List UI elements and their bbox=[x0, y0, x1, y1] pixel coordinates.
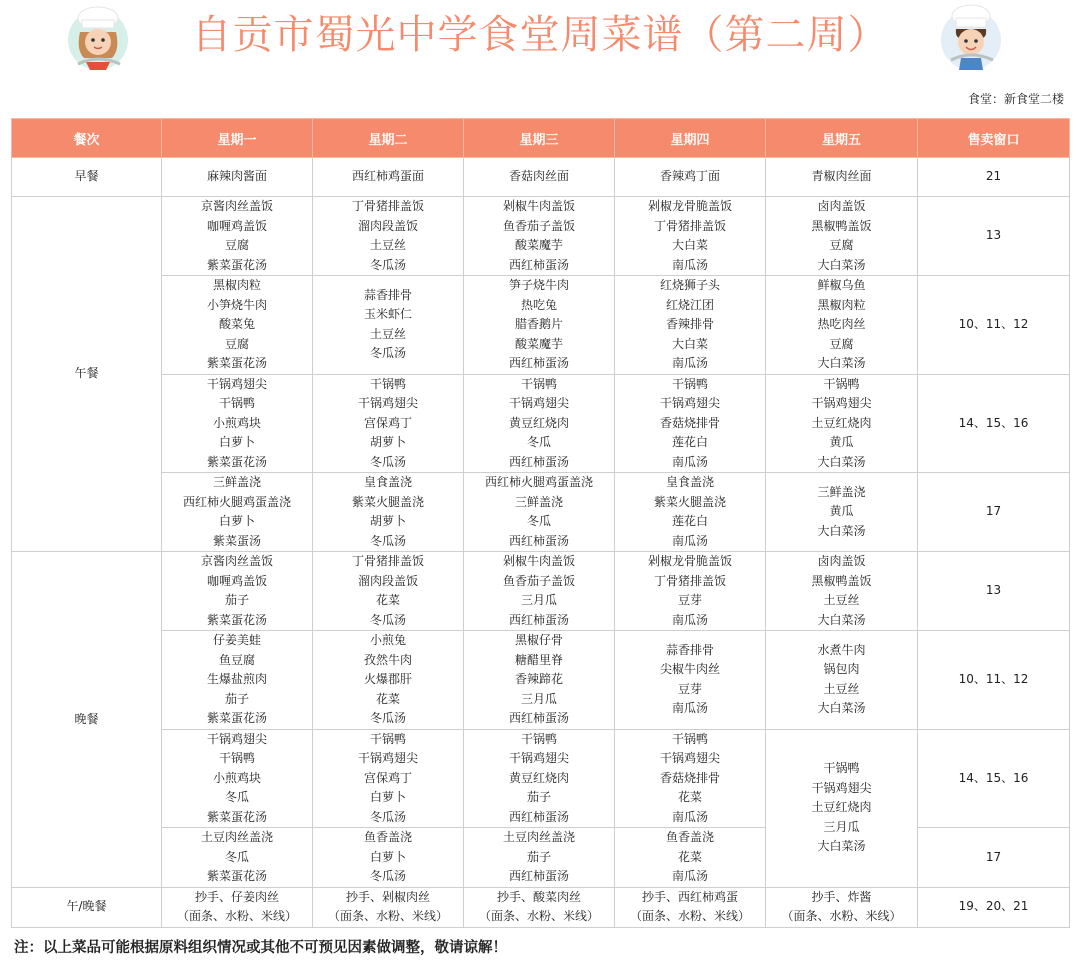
dish-item: 香辣鸡丁面 bbox=[659, 169, 720, 184]
dish-item: 黑椒仔骨 bbox=[514, 633, 563, 647]
table-row bbox=[12, 158, 1070, 197]
dish-item: 黑椒鸭盖饭 bbox=[811, 218, 872, 233]
dish-item: 香菇烧排骨 bbox=[659, 770, 720, 785]
dish-item: 南瓜汤 bbox=[671, 701, 708, 716]
dish-item: 紫菜蛋花汤 bbox=[206, 454, 267, 469]
dish-item: 冬瓜 bbox=[526, 435, 551, 449]
dish-item: 茄子 bbox=[224, 593, 249, 607]
dish-item: 干锅鸡翅尖 bbox=[357, 751, 418, 765]
dish-item: 西红柿火腿鸡蛋盖浇 bbox=[484, 475, 593, 489]
dish-item: 冬瓜汤 bbox=[369, 711, 406, 725]
dish-item: 花菜 bbox=[375, 593, 400, 607]
dish-item: 干锅鸭 bbox=[520, 731, 557, 746]
dish-item: 大白菜汤 bbox=[817, 454, 866, 469]
dish-item: 紫菜蛋花汤 bbox=[206, 356, 267, 370]
dish-item: 干锅鸡翅尖 bbox=[206, 376, 267, 391]
dish-item: 紫菜火腿盖浇 bbox=[351, 494, 424, 509]
dish-item: 胡萝卜 bbox=[369, 435, 406, 449]
header-wednesday: 星期三 bbox=[464, 119, 615, 158]
dish-item: 冬瓜 bbox=[224, 849, 249, 864]
dish-item: 红烧江团 bbox=[665, 297, 714, 312]
dish-item: 冬瓜汤 bbox=[369, 612, 406, 627]
dish-item: （面条、水粉、米线） bbox=[327, 909, 448, 923]
cell-window: 21 bbox=[918, 158, 1070, 197]
cell-window: 17 bbox=[918, 828, 1070, 888]
dish-item: 西红柿蛋汤 bbox=[508, 356, 569, 370]
dish-item: 丁骨猪排盖饭 bbox=[653, 218, 726, 233]
dish-item: 黑椒肉粒 bbox=[817, 297, 866, 312]
cell-thu bbox=[615, 552, 766, 631]
cell-fri bbox=[766, 374, 918, 473]
dish-item: 紫菜火腿盖浇 bbox=[653, 494, 726, 509]
cell-thu bbox=[615, 158, 766, 197]
dish-item: 南瓜汤 bbox=[671, 257, 708, 272]
dish-item: 莲花白 bbox=[671, 514, 708, 528]
cell-mon bbox=[162, 158, 313, 197]
dish-item: 小煎兔 bbox=[369, 633, 406, 647]
dish-item: 冬瓜汤 bbox=[369, 869, 406, 883]
dish-item: 西红柿蛋汤 bbox=[508, 869, 569, 883]
dish-item: 紫菜蛋花汤 bbox=[206, 257, 267, 272]
dish-item: 茄子 bbox=[224, 691, 249, 706]
cell-wed bbox=[464, 729, 615, 828]
dish-item: 大白菜汤 bbox=[817, 701, 866, 716]
dish-item: 干锅鸭 bbox=[369, 376, 406, 391]
dish-item: 小煎鸡块 bbox=[212, 770, 261, 785]
dish-item: 小煎鸡块 bbox=[212, 415, 261, 430]
dish-item: 大白菜汤 bbox=[817, 356, 866, 370]
dish-item: 鱼香茄子盖饭 bbox=[502, 573, 575, 588]
dish-item: 黑椒肉粒 bbox=[212, 278, 261, 292]
dish-item: 锅包肉 bbox=[823, 662, 860, 677]
cell-tue bbox=[313, 276, 464, 375]
cell-tue bbox=[313, 374, 464, 473]
dish-item: 南瓜汤 bbox=[671, 533, 708, 548]
meal-lunch-dinner: 午/晚餐 bbox=[12, 887, 162, 927]
table-row bbox=[12, 729, 1070, 828]
dish-item: 蒜香排骨 bbox=[665, 642, 714, 657]
dish-item: 花菜 bbox=[375, 691, 400, 706]
page-title: 自贡市蜀光中学食堂周菜谱（第二周） bbox=[191, 12, 889, 58]
dish-item: 鱼香盖浇 bbox=[665, 830, 714, 844]
cell-tue bbox=[313, 887, 464, 927]
footnote: 注：以上菜品可能根据原料组织情况或其他不可预见因素做调整，敬请谅解！ bbox=[14, 939, 507, 956]
dish-item: 笋子烧牛肉 bbox=[508, 278, 569, 292]
header-meal: 餐次 bbox=[12, 119, 162, 158]
dish-item: 丁骨猪排盖饭 bbox=[351, 554, 424, 568]
dish-item: 宫保鸡丁 bbox=[363, 770, 412, 785]
cell-mon bbox=[162, 552, 313, 631]
cell-thu bbox=[615, 276, 766, 375]
dish-item: 大白菜汤 bbox=[817, 257, 866, 272]
dish-item: 剁椒龙骨脆盖饭 bbox=[647, 199, 732, 213]
dish-item: 小笋烧牛肉 bbox=[206, 297, 267, 312]
dish-item: 香辣排骨 bbox=[665, 317, 714, 331]
dish-item: 黑椒鸭盖饭 bbox=[811, 573, 872, 588]
cell-tue bbox=[313, 631, 464, 730]
dish-item: 皇食盖浇 bbox=[363, 475, 412, 489]
dish-item: 花菜 bbox=[677, 790, 702, 804]
dish-item: 孜然牛肉 bbox=[363, 652, 412, 667]
dish-item: 白萝卜 bbox=[218, 435, 255, 449]
dish-item: 红烧狮子头 bbox=[659, 278, 720, 292]
dish-item: 干锅鸡翅尖 bbox=[659, 396, 720, 410]
dish-item: 紫菜蛋花汤 bbox=[206, 711, 267, 725]
dish-item: 豆腐 bbox=[224, 238, 249, 252]
dish-item: 胡萝卜 bbox=[369, 514, 406, 528]
table-row bbox=[12, 374, 1070, 473]
cell-fri bbox=[766, 276, 918, 375]
table-row bbox=[12, 631, 1070, 730]
cell-mon bbox=[162, 828, 313, 888]
dish-item: 白萝卜 bbox=[369, 790, 406, 804]
dish-item: 咖喱鸡盖饭 bbox=[206, 218, 267, 233]
dish-item: 西红柿蛋汤 bbox=[508, 454, 569, 469]
dish-item: 抄手、剁椒肉丝 bbox=[345, 889, 430, 904]
dish-item: 剁椒牛肉盖饭 bbox=[502, 199, 575, 213]
cell-thu bbox=[615, 374, 766, 473]
cell-mon bbox=[162, 887, 313, 927]
dish-item: 土豆丝 bbox=[823, 681, 860, 696]
cell-window: 10、11、12 bbox=[918, 631, 1070, 730]
cell-tue bbox=[313, 552, 464, 631]
header-thursday: 星期四 bbox=[615, 119, 766, 158]
dish-item: 鲜椒乌鱼 bbox=[817, 278, 866, 292]
cell-wed bbox=[464, 887, 615, 927]
dish-item: 西红柿蛋汤 bbox=[508, 257, 569, 272]
dish-item: 麻辣肉酱面 bbox=[206, 169, 267, 184]
canteen-location: 食堂：新食堂二楼 bbox=[967, 92, 1064, 106]
dish-item: 白萝卜 bbox=[218, 514, 255, 528]
dish-item: 酸菜魔芋 bbox=[514, 336, 563, 351]
dish-item: 糖醋里脊 bbox=[514, 652, 563, 667]
cell-fri bbox=[766, 158, 918, 197]
dish-item: 冬瓜汤 bbox=[369, 346, 406, 361]
cell-mon bbox=[162, 729, 313, 828]
dish-item: （面条、水粉、米线） bbox=[478, 909, 599, 923]
dish-item: 热吃兔 bbox=[520, 297, 557, 312]
dish-item: 丁骨猪排盖饭 bbox=[351, 199, 424, 213]
dish-item: 土豆肉丝盖浇 bbox=[200, 830, 273, 844]
cell-fri bbox=[766, 552, 918, 631]
dish-item: 三鲜盖浇 bbox=[514, 494, 563, 509]
dish-item: 水煮牛肉 bbox=[817, 642, 866, 657]
cell-fri bbox=[766, 473, 918, 552]
dish-item: 宫保鸡丁 bbox=[363, 415, 412, 430]
dish-item: 干锅鸭 bbox=[520, 376, 557, 391]
dish-item: 干锅鸭 bbox=[823, 376, 860, 391]
table-row bbox=[12, 887, 1070, 927]
weekly-menu-table bbox=[11, 118, 1070, 928]
cell-wed bbox=[464, 276, 615, 375]
dish-item: 三月瓜 bbox=[823, 819, 860, 834]
header-monday: 星期一 bbox=[162, 119, 313, 158]
dish-item: 溜肉段盖饭 bbox=[357, 573, 418, 588]
dish-item: 豆芽 bbox=[677, 681, 702, 696]
dish-item: 腊香鹅片 bbox=[514, 317, 563, 331]
chef-boy-icon bbox=[935, 2, 1007, 74]
dish-item: 大白菜 bbox=[671, 238, 708, 252]
dish-item: 豆腐 bbox=[224, 336, 249, 351]
cell-tue bbox=[313, 473, 464, 552]
dish-item: 大白菜 bbox=[671, 336, 708, 351]
dish-item: 白萝卜 bbox=[369, 849, 406, 864]
dish-item: 蒜香排骨 bbox=[363, 287, 412, 302]
dish-item: 紫菜蛋汤 bbox=[212, 533, 261, 548]
dish-item: 干锅鸡翅尖 bbox=[508, 396, 569, 410]
dish-item: 干锅鸭 bbox=[218, 751, 255, 765]
dish-item: 京酱肉丝盖饭 bbox=[200, 554, 273, 568]
cell-fri bbox=[766, 197, 918, 276]
dish-item: 三鲜盖浇 bbox=[212, 475, 261, 489]
dish-item: 南瓜汤 bbox=[671, 809, 708, 824]
header-tuesday: 星期二 bbox=[313, 119, 464, 158]
dish-item: 土豆红烧肉 bbox=[811, 415, 872, 430]
dish-item: 茄子 bbox=[526, 849, 551, 864]
dish-item: 大白菜汤 bbox=[817, 612, 866, 627]
cell-window: 14、15、16 bbox=[918, 729, 1070, 828]
dish-item: 剁椒龙骨脆盖饭 bbox=[647, 554, 732, 568]
dish-item: 抄手、酸菜肉丝 bbox=[496, 889, 581, 904]
table-row bbox=[12, 552, 1070, 631]
cell-wed bbox=[464, 374, 615, 473]
dish-item: 干锅鸡翅尖 bbox=[811, 780, 872, 795]
dish-item: 香菇肉丝面 bbox=[508, 169, 569, 184]
table-header-row bbox=[12, 119, 1070, 158]
cell-window: 17 bbox=[918, 473, 1070, 552]
dish-item: 酸菜魔芋 bbox=[514, 238, 563, 252]
table-row bbox=[12, 473, 1070, 552]
dish-item: 黄瓜 bbox=[829, 504, 854, 519]
cell-fri-merged bbox=[766, 729, 918, 887]
header-window: 售卖窗口 bbox=[918, 119, 1070, 158]
dish-item: 抄手、西红柿鸡蛋 bbox=[641, 889, 738, 904]
dish-item: 仔姜美蛙 bbox=[212, 633, 261, 647]
dish-item: 三鲜盖浇 bbox=[817, 484, 866, 499]
dish-item: 青椒肉丝面 bbox=[811, 169, 872, 184]
dish-item: 黄豆红烧肉 bbox=[508, 770, 569, 785]
dish-item: 土豆丝 bbox=[823, 593, 860, 607]
cell-mon bbox=[162, 374, 313, 473]
dish-item: 生爆盐煎肉 bbox=[206, 672, 267, 686]
dish-item: 香菇烧排骨 bbox=[659, 415, 720, 430]
cell-wed bbox=[464, 197, 615, 276]
dish-item: 紫菜蛋花汤 bbox=[206, 869, 267, 883]
dish-item: 三月瓜 bbox=[520, 691, 557, 706]
dish-item: 尖椒牛肉丝 bbox=[659, 662, 720, 677]
dish-item: 溜肉段盖饭 bbox=[357, 218, 418, 233]
header-friday: 星期五 bbox=[766, 119, 918, 158]
cell-window: 14、15、16 bbox=[918, 374, 1070, 473]
dish-item: 冬瓜汤 bbox=[369, 454, 406, 469]
dish-item: 卤肉盖饭 bbox=[817, 199, 866, 213]
cell-wed bbox=[464, 631, 615, 730]
cell-thu bbox=[615, 828, 766, 888]
dish-item: 土豆红烧肉 bbox=[811, 800, 872, 815]
dish-item: 京酱肉丝盖饭 bbox=[200, 199, 273, 213]
dish-item: （面条、水粉、米线） bbox=[629, 909, 750, 923]
dish-item: 咖喱鸡盖饭 bbox=[206, 573, 267, 588]
cell-tue bbox=[313, 828, 464, 888]
dish-item: 西红柿鸡蛋面 bbox=[351, 169, 424, 184]
dish-item: 鱼香茄子盖饭 bbox=[502, 218, 575, 233]
cell-window: 13 bbox=[918, 552, 1070, 631]
cell-fri bbox=[766, 631, 918, 730]
dish-item: 干锅鸡翅尖 bbox=[811, 396, 872, 410]
cell-thu bbox=[615, 729, 766, 828]
dish-item: 卤肉盖饭 bbox=[817, 554, 866, 568]
dish-item: 大白菜汤 bbox=[817, 523, 866, 538]
dish-item: 土豆肉丝盖浇 bbox=[502, 830, 575, 844]
dish-item: 干锅鸭 bbox=[218, 396, 255, 410]
dish-item: 鱼香盖浇 bbox=[363, 830, 412, 844]
cell-thu bbox=[615, 887, 766, 927]
cell-window: 13 bbox=[918, 197, 1070, 276]
cell-tue bbox=[313, 729, 464, 828]
cell-tue bbox=[313, 197, 464, 276]
dish-item: 土豆丝 bbox=[369, 238, 406, 252]
table-row bbox=[12, 276, 1070, 375]
table-row bbox=[12, 197, 1070, 276]
dish-item: 冬瓜 bbox=[224, 790, 249, 804]
cell-tue bbox=[313, 158, 464, 197]
dish-item: 南瓜汤 bbox=[671, 356, 708, 370]
dish-item: 黄豆红烧肉 bbox=[508, 415, 569, 430]
cell-fri bbox=[766, 887, 918, 927]
dish-item: 冬瓜汤 bbox=[369, 809, 406, 824]
dish-item: 西红柿蛋汤 bbox=[508, 612, 569, 627]
cell-wed bbox=[464, 552, 615, 631]
dish-item: 西红柿蛋汤 bbox=[508, 533, 569, 548]
dish-item: 火爆郡肝 bbox=[363, 672, 412, 686]
cell-window: 10、11、12 bbox=[918, 276, 1070, 375]
cell-wed bbox=[464, 828, 615, 888]
dish-item: 冬瓜汤 bbox=[369, 257, 406, 272]
dish-item: 土豆丝 bbox=[369, 326, 406, 341]
cell-window: 19、20、21 bbox=[918, 887, 1070, 927]
dish-item: 抄手、炸酱 bbox=[811, 889, 872, 904]
cell-wed bbox=[464, 473, 615, 552]
dish-item: 干锅鸭 bbox=[671, 376, 708, 391]
cell-wed bbox=[464, 158, 615, 197]
dish-item: 莲花白 bbox=[671, 435, 708, 449]
cell-thu bbox=[615, 631, 766, 730]
dish-item: 豆芽 bbox=[677, 593, 702, 607]
dish-item: 丁骨猪排盖饭 bbox=[653, 573, 726, 588]
dish-item: 干锅鸭 bbox=[369, 731, 406, 746]
dish-item: 冬瓜 bbox=[526, 514, 551, 528]
dish-item: 西红柿蛋汤 bbox=[508, 711, 569, 725]
dish-item: 干锅鸡翅尖 bbox=[659, 751, 720, 765]
dish-item: 皇食盖浇 bbox=[665, 475, 714, 489]
dish-item: 南瓜汤 bbox=[671, 869, 708, 883]
dish-item: 豆腐 bbox=[829, 238, 854, 252]
dish-item: 干锅鸭 bbox=[671, 731, 708, 746]
dish-item: 冬瓜汤 bbox=[369, 533, 406, 548]
dish-item: 紫菜蛋花汤 bbox=[206, 809, 267, 824]
dish-item: 南瓜汤 bbox=[671, 454, 708, 469]
dish-item: 干锅鸡翅尖 bbox=[508, 751, 569, 765]
dish-item: 玉米虾仁 bbox=[363, 307, 412, 322]
dish-item: 干锅鸡翅尖 bbox=[357, 396, 418, 410]
dish-item: 豆腐 bbox=[829, 336, 854, 351]
dish-item: 三月瓜 bbox=[520, 593, 557, 607]
cell-mon bbox=[162, 197, 313, 276]
dish-item: 黄瓜 bbox=[829, 435, 854, 449]
cell-mon bbox=[162, 276, 313, 375]
dish-item: 鱼豆腐 bbox=[218, 652, 255, 667]
cell-mon bbox=[162, 631, 313, 730]
dish-item: 花菜 bbox=[677, 849, 702, 864]
dish-item: 香辣蹄花 bbox=[514, 672, 563, 686]
cell-thu bbox=[615, 197, 766, 276]
dish-item: 酸菜兔 bbox=[218, 317, 255, 331]
meal-dinner: 晚餐 bbox=[12, 552, 162, 888]
dish-item: 紫菜蛋花汤 bbox=[206, 612, 267, 627]
cell-thu bbox=[615, 473, 766, 552]
dish-item: 大白菜汤 bbox=[817, 839, 866, 854]
dish-item: 剁椒牛肉盖饭 bbox=[502, 554, 575, 568]
dish-item: 茄子 bbox=[526, 790, 551, 804]
meal-lunch: 午餐 bbox=[12, 197, 162, 552]
dish-item: （面条、水粉、米线） bbox=[176, 909, 297, 923]
dish-item: 西红柿蛋汤 bbox=[508, 809, 569, 824]
dish-item: （面条、水粉、米线） bbox=[781, 909, 902, 923]
dish-item: 南瓜汤 bbox=[671, 612, 708, 627]
dish-item: 热吃肉丝 bbox=[817, 317, 866, 331]
dish-item: 干锅鸭 bbox=[823, 761, 860, 776]
cell-mon bbox=[162, 473, 313, 552]
dish-item: 干锅鸡翅尖 bbox=[206, 731, 267, 746]
dish-item: 抄手、仔姜肉丝 bbox=[194, 889, 279, 904]
meal-breakfast: 早餐 bbox=[12, 158, 162, 197]
dish-item: 西红柿火腿鸡蛋盖浇 bbox=[182, 494, 291, 509]
